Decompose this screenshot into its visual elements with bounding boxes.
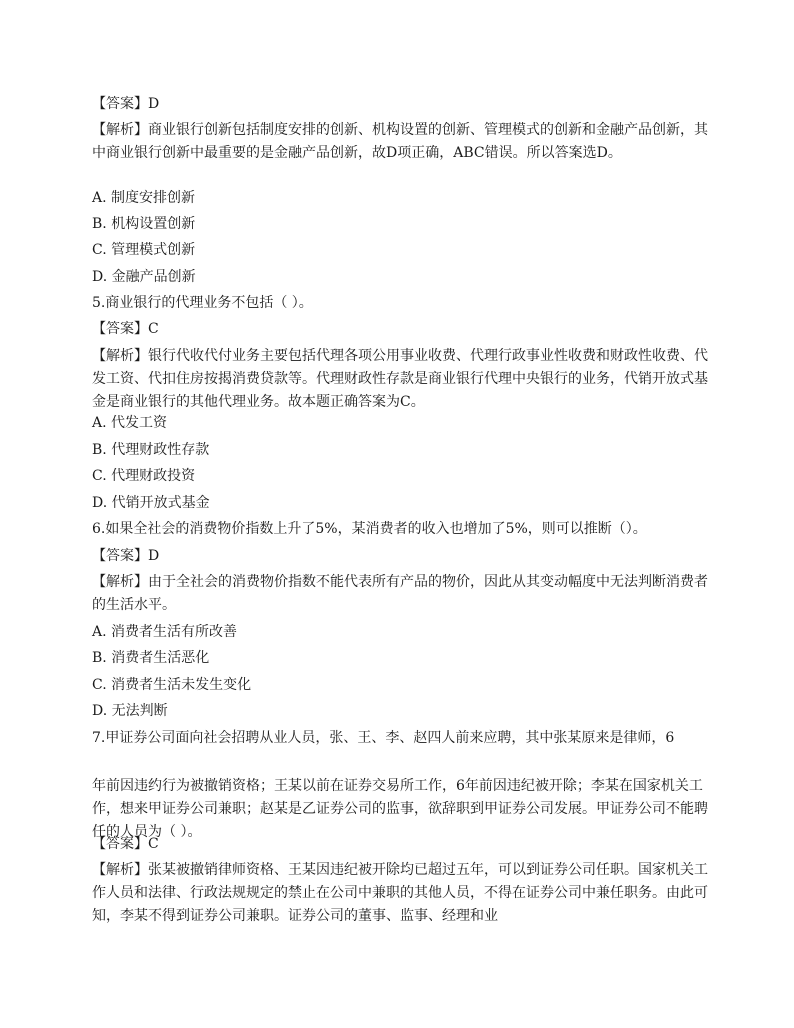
analysis-paragraph (92, 119, 710, 165)
analysis-paragraph (92, 859, 710, 928)
analysis-label: 【解析】 (92, 122, 148, 138)
analysis-label: 【解析】 (92, 348, 148, 364)
analysis-text: 商业银行创新包括制度安排的创新、机构设置的创新、管理模式的创新和金融产品创新，其中商业银行创新中最重要的是金融产品创新，故D项正确，ABC错误。所以答案选D。 (92, 122, 708, 161)
answer-label: 【答案】 (92, 321, 148, 337)
option-b: B. 机构设置创新 (92, 216, 196, 232)
option-b: B. 消费者生活恶化 (92, 650, 210, 666)
answer-label: 【答案】 (92, 96, 148, 112)
option-d: D. 代销开放式基金 (92, 495, 210, 511)
option-c: C. 消费者生活未发生变化 (92, 677, 252, 693)
option-c: C. 代理财政投资 (92, 468, 196, 484)
option-a: A. 代发工资 (92, 415, 168, 431)
option-a: A. 消费者生活有所改善 (92, 624, 238, 640)
option-d: D. 金融产品创新 (92, 269, 196, 285)
answer-line (92, 318, 710, 341)
analysis-label: 【解析】 (92, 574, 148, 590)
analysis-text: 银行代收代付业务主要包括代理各项公用事业收费、代理行政事业性收费和财政性收费、代发工资、代扣住房按揭消费贷款等。代理财政性存款是商业银行代理中央银行的业务，代销开放式基金是商业银行的其他代理业务。故本题正确答案为C。 (92, 348, 708, 410)
option-b: B. 代理财政性存款 (92, 442, 210, 458)
answer-line (92, 93, 710, 116)
answer-label: 【答案】 (92, 548, 148, 564)
answer-value: C (148, 321, 159, 337)
answer-value: D (148, 548, 160, 564)
option-a: A. 制度安排创新 (92, 190, 196, 206)
answer-label: 【答案】 (92, 836, 148, 852)
answer-value: D (148, 96, 160, 112)
analysis-paragraph (92, 345, 710, 414)
option-d: D. 无法判断 (92, 703, 168, 719)
question-5: 5.商业银行的代理业务不包括（ ）。 (92, 295, 313, 311)
question-7-continued: 年前因违约行为被撤销资格；王某以前在证券交易所工作，6年前因违纪被开除；李某在国家机关工作，想来甲证券公司兼职；赵某是乙证券公司的监事，欲辞职到甲证券公司发展。甲证券公司不能聘任的人员为（ ）。 (92, 778, 708, 840)
answer-value: C (148, 836, 159, 852)
answer-line (92, 833, 710, 856)
question-6: 6.如果全社会的消费物价指数上升了5%，某消费者的收入也增加了5%，则可以推断（）。 (92, 521, 647, 537)
question-7: 7.甲证券公司面向社会招聘从业人员，张、王、李、赵四人前来应聘，其中张某原来是律师，6 (92, 730, 675, 746)
analysis-text: 由于全社会的消费物价指数不能代表所有产品的物价，因此从其变动幅度中无法判断消费者的生活水平。 (92, 574, 708, 613)
analysis-paragraph (92, 571, 710, 617)
answer-line (92, 545, 710, 568)
analysis-label: 【解析】 (92, 862, 148, 878)
option-c: C. 管理模式创新 (92, 242, 196, 258)
analysis-text: 张某被撤销律师资格、王某因违纪被开除均已超过五年，可以到证券公司任职。国家机关工作人员和法律、行政法规规定的禁止在公司中兼职的其他人员，不得在证券公司中兼任职务。由此可知，李某不得到证券公司兼职。证券公司的董事、监事、经理和业 (92, 862, 708, 924)
